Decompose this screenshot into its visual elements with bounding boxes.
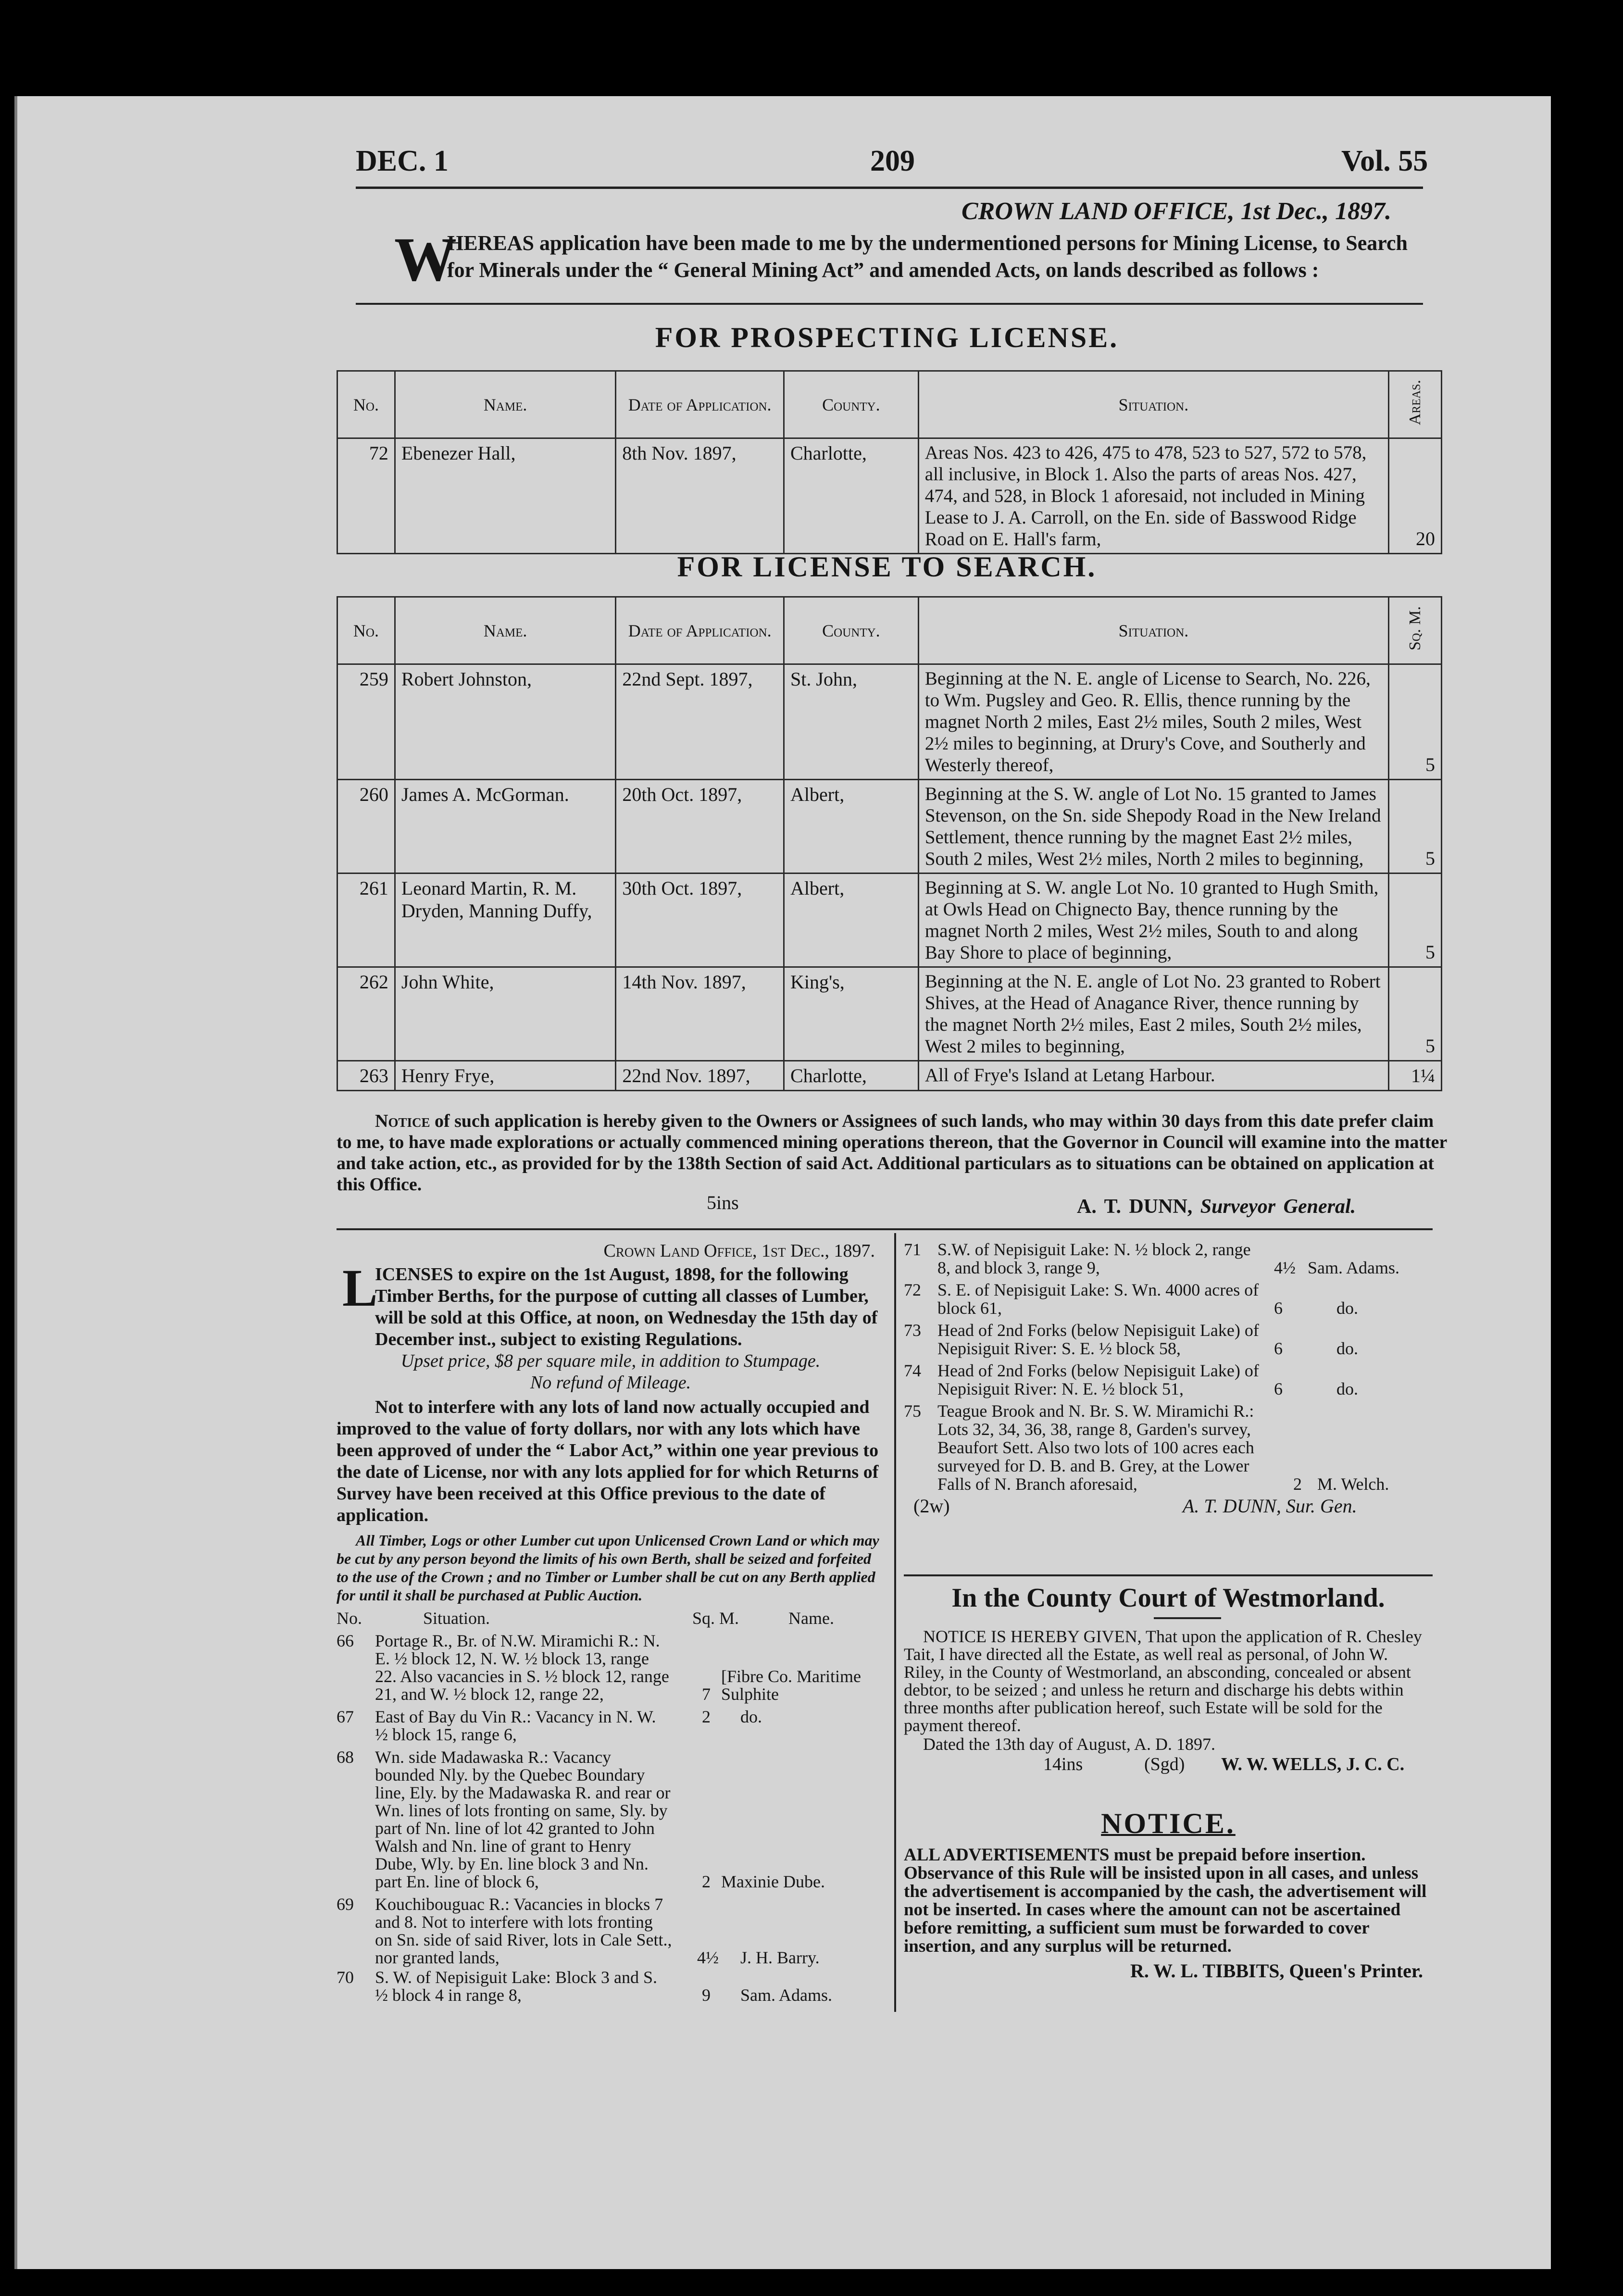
notice-of-application: Notice of such application is hereby given to the Owners or Assignees of such lands, who may within 30 days from this date prefer claim to me, to have made explorations or actually commenced mining operations thereon, that the Governor in Council will examine into the matter and take action, etc., as provided for by the 138th Section of said Act. Additional particulars as to situations can be obtained on application at this Office. [337,1111,1447,1195]
col-name: Name. [395,597,615,664]
section-divider [337,1228,1433,1230]
list-item: 73 Head of 2nd Forks (below Nepisiguit Lake) of Nepisiguit River: S. E. ½ block 58, 6 do. [904,1321,1358,1358]
notice-title: NOTICE. [1101,1808,1236,1839]
col-situation: Situation. [918,371,1388,438]
search-table [337,596,1442,1091]
col-county: County. [784,371,918,438]
col-name: Name. [395,371,615,438]
col-county: County. [784,597,919,664]
timber-para2: Not to interfere with any lots of land now actually occupied and improved to the value of forty dollars, nor with any lots which have been approved of under the “ Labor Act,” within one year previous to the date of License, nor with any lots applied for for which Returns of Survey have been received at this Office previous to the date of application. [337,1397,879,1525]
timber-notice [337,1240,885,2004]
table-row: 261 Leonard Martin, R. M. Dryden, Manning Duffy, 30th Oct. 1897, Albert, Beginning at S. W. angle Lot No. 10 granted to Hugh Smith, at Owls Head on Chignecto Bay, thence running by the magnet North 2 miles, West 2½ miles, South to and along Bay Shore to place of beginning, 5 [337,873,1442,967]
list-item: 74 Head of 2nd Forks (below Nepisiguit Lake) of Nepisiguit River: N. E. ½ block 51, 6 do. [904,1361,1358,1398]
col-date: Date of Application. [616,597,784,664]
list-item: 72 S. E. of Nepisiguit Lake: S. Wn. 4000 acres of block 61, 6 do. [904,1280,1358,1318]
table-row: 263 Henry Frye, 22nd Nov. 1897, Charlotte, All of Frye's Island at Letang Harbour. 1¼ [337,1061,1442,1091]
header-rule [356,187,1423,189]
prospecting-table [337,370,1442,554]
col-no: No. [337,597,395,664]
timber-berths-continued [904,1240,1442,1521]
right-rule [904,1574,1433,1576]
intro-rule [356,303,1423,305]
col-sqm: Sq. M. [1389,597,1442,664]
col-date: Date of Application. [616,371,784,438]
printer-signature: R. W. L. TIBBITS, Queen's Printer. [1130,1960,1423,1982]
office-date-line: CROWN LAND OFFICE, 1st Dec., 1897. [961,198,1392,225]
col-situation: Situation. [918,597,1388,664]
table-row: 259 Robert Johnston, 22nd Sept. 1897, St. John, Beginning at the N. E. angle of License to Search, No. 226, to Wm. Pugsley and Geo. R. Ellis, thence running by the magnet North 2 miles, East 2½ miles, South 2 miles, West 2½ miles to beginning, at Drury's Cove, and Southerly and Westerly thereof, 5 [337,664,1442,780]
timber-office-line: Crown Land Office, 1st Dec., 1897. [603,1241,875,1261]
table-row: 72 Ebenezer Hall, 8th Nov. 1897, Charlotte, Areas Nos. 423 to 426, 475 to 478, 523 to 527, 572 to 578, all inclusive, in Block 1. Also the parts of areas Nos. 427, 474, and 528, in Block 1 aforesaid, not included in Mining Lease to J. A. Carroll, on the En. side of Basswood Ridge Road on E. Hall's farm, 20 [337,438,1442,554]
list-item: 70 S. W. of Nepisiguit Lake: Block 3 and S. ½ block 4 in range 8, 9 Sam. Adams. [337,1968,833,2005]
list-item: 68 Wn. side Madawaska R.: Vacancy bounded Nly. by the Quebec Boundary line, Ely. by the Madawaska R. and rear or Wn. lines of lots fronting on same, Sly. by part of Nn. line of lot 42 granted to John Walsh and Nn. line of grant to Henry Dube, Wly. by En. line block 3 and Nn. part En. line of block 6, 2 Maxinie Dube. [337,1747,825,1891]
volume-number: Vol. 55 [1341,145,1428,177]
mileage-refund: No refund of Mileage. [530,1373,691,1393]
timber-dropcap: L [342,1259,378,1317]
upset-price: Upset price, $8 per square mile, in addition to Stumpage. [400,1351,821,1371]
court-dated: Dated the 13th day of August, A. D. 1897. [923,1734,1215,1754]
list-item: 75 Teague Brook and N. Br. S. W. Miramichi R.: Lots 32, 34, 36, 38, range 8, Garden's survey, Beaufort Sett. Also two lots of 100 acres each surveyed for D. B. and B. Grey, at the Lower Falls of N. Branch aforesaid, 2 M. Welch. [904,1401,1389,1494]
advertisements-notice [904,1808,1433,1982]
page-number: 209 [870,145,915,177]
list-item: 66 Portage R., Br. of N.W. Miramichi R.: N. E. ½ block 12, N. W. ½ block 13, range 22. Also vacancies in S. ½ block 12, range 21, and W. ½ block 12, range 22, 7 [Fibre Co. Maritime Sulphite [337,1631,861,1704]
search-title: FOR LICENSE TO SEARCH. [677,551,1097,583]
column-divider [894,1233,896,2012]
timber-signature-line: (2w) A. T. DUNN, Sur. Gen. [913,1495,1357,1517]
court-short-rule [1154,1617,1221,1619]
county-court-notice [904,1582,1433,1777]
notice-signature: A. T. DUNN, Surveyor General. [1077,1196,1356,1218]
court-title: In the County Court of Westmorland. [951,1583,1385,1613]
prospecting-title: FOR PROSPECTING LICENSE. [655,322,1119,353]
notice-text: ALL ADVERTISEMENTS must be prepaid before insertion. Observance of this Rule will be insisted upon in all cases, and unless the advertisement is accompanied by the cash, the advertisement will not be inserted. In cases where the amount can not be ascertained before remitting, a sufficient sum must be forwarded to cover insertion, and any surplus will be returned. [904,1845,1427,1956]
col-no: No. [337,371,395,438]
court-signature: 14ins (Sgd) W. W. WELLS, J. C. C. [1043,1754,1405,1774]
intro-text: HEREAS application have been made to me by the undermentioned persons for Mining License, to Search for Minerals under the “ General Mining Act” and amended Acts, on lands described as follows : [447,231,1408,282]
court-text: NOTICE IS HEREBY GIVEN, That upon the application of R. Chesley Tait, I have directed all the Estate, as well real as personal, of John W. Riley, in the County of Westmorland, an absconding, concealed or absent debtor, to be seized ; and unless he return and discharge his debts within three months after publication hereof, such Estate will be sold for the payment thereof. [904,1627,1422,1735]
table-row: 262 John White, 14th Nov. 1897, King's, Beginning at the N. E. angle of Lot No. 23 granted to Robert Shives, at the Head of Anagance River, thence running by the magnet North 2½ miles, East 2 miles, South 2½ miles, West 2 miles to beginning, 5 [337,967,1442,1061]
timber-para1: ICENSES to expire on the 1st August, 1898, for the following Timber Berths, for the purpose of cutting all classes of Lumber, will be sold at this Office, at noon, on Wednesday the 15th day of December inst., subject to existing Regulations. [375,1264,878,1349]
intro-dropcap: W [394,225,457,294]
list-item: 69 Kouchibouguac R.: Vacancies in blocks 7 and 8. Not to interfere with lots fronting on Sn. side of said River, lots in Cale Sett., nor granted lands, 4½ J. H. Barry. [337,1895,820,1967]
table-row: 260 James A. McGorman. 20th Oct. 1897, Albert, Beginning at the S. W. angle of Lot No. 15 granted to James Stevenson, on the Sn. side Shepody Road in the New Ireland Settlement, thence running by the magnet East 2½ miles, South 2 miles, West 2½ miles, North 2 miles to beginning, 5 [337,780,1442,873]
notice-insertions: 5ins [707,1192,739,1213]
berths-header: No. Situation. Sq. M. Name. [337,1609,834,1628]
list-item: 71 S.W. of Nepisiguit Lake: N. ½ block 2, range 8, and block 3, range 9, 4½ Sam. Adams. [904,1240,1400,1277]
col-areas: Areas. [1389,371,1442,438]
issue-date: DEC. 1 [356,145,449,177]
timber-warning: All Timber, Logs or other Lumber cut upon Unlicensed Crown Land or which may be cut by any person beyond the limits of his own Berth, shall be seized and forfeited to the use of the Crown ; and no Timber or Lumber shall be cut on any Berth applied for until it shall be purchased at Public Auction. [337,1532,879,1604]
list-item: 67 East of Bay du Vin R.: Vacancy in N. W. ½ block 15, range 6, 2 do. [337,1707,762,1744]
